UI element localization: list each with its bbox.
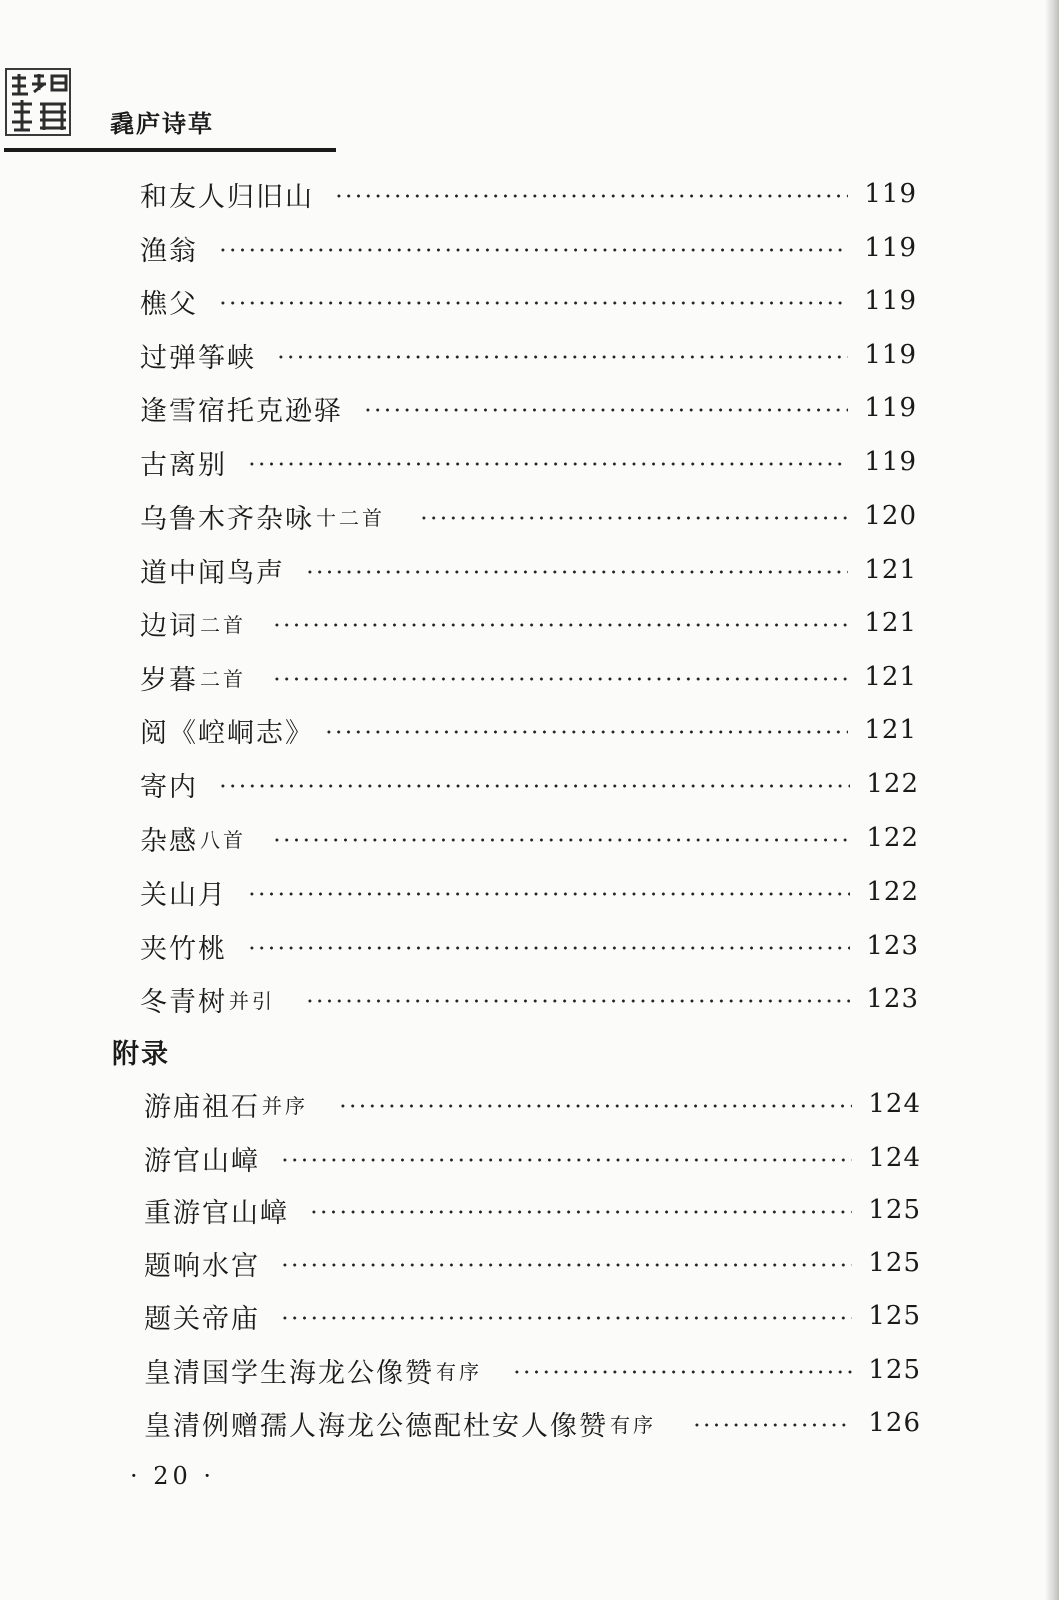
dot-leader: [692, 1423, 852, 1427]
dot-leader: [272, 677, 848, 681]
dot-leader: [280, 1263, 852, 1267]
dot-leader: [247, 892, 850, 896]
dot-leader: [280, 1316, 852, 1320]
dot-leader: [218, 301, 848, 305]
entry-note: 二首: [200, 612, 246, 637]
entry-page: 119: [864, 286, 917, 316]
appendix-entry: [144, 1296, 921, 1336]
toc-entry: [140, 764, 919, 804]
dot-leader: [272, 623, 848, 627]
dot-leader: [512, 1370, 852, 1374]
entry-page: 121: [864, 555, 917, 585]
appendix-entry: [144, 1138, 921, 1178]
toc-entry: [140, 979, 919, 1019]
toc-entry: [140, 603, 917, 643]
toc-entry: [140, 442, 917, 482]
dot-leader: [309, 1210, 852, 1214]
toc-entry: [140, 710, 917, 750]
entry-page: 122: [866, 769, 919, 799]
entry-page: 120: [864, 501, 917, 531]
entry-title: 皇清例赠孺人海龙公德配杜安人像赞: [144, 1410, 608, 1442]
appendix-entry: [144, 1190, 921, 1230]
entry-title: 和友人归旧山: [140, 181, 314, 213]
entry-title: 樵父: [140, 288, 198, 320]
dot-leader: [305, 570, 848, 574]
dot-leader: [276, 355, 848, 359]
entry-note: 十二首: [316, 505, 385, 530]
entry-page: 119: [864, 233, 917, 263]
entry-title: 过弹筝峡: [140, 342, 256, 374]
toc-entry: [140, 496, 917, 536]
entry-page: 124: [868, 1143, 921, 1173]
toc-entry: [140, 872, 919, 912]
entry-page: 125: [868, 1248, 921, 1278]
entry-title: 阅《崆峒志》: [140, 717, 314, 749]
dot-leader: [218, 248, 848, 252]
dot-leader: [218, 784, 850, 788]
appendix-heading: 附录: [112, 1039, 170, 1070]
entry-page: 121: [864, 608, 917, 638]
dot-leader: [247, 946, 850, 950]
entry-page: 124: [868, 1089, 921, 1119]
toc-entry: [140, 281, 917, 321]
toc-entry: [140, 926, 919, 966]
entry-note: 并序: [262, 1093, 308, 1118]
entry-title: 渔翁: [140, 235, 198, 267]
dot-leader: [334, 194, 848, 198]
entry-page: 123: [866, 984, 919, 1014]
entry-title: 游庙祖石: [144, 1091, 260, 1123]
entry-page: 119: [864, 447, 917, 477]
entry-note: 有序: [436, 1359, 482, 1384]
entry-note: 并引: [229, 988, 275, 1013]
entry-page: 125: [868, 1301, 921, 1331]
dot-leader: [272, 838, 850, 842]
entry-title: 逢雪宿托克逊驿: [140, 395, 343, 427]
entry-title: 夹竹桃: [140, 933, 227, 965]
toc-entry: [140, 174, 917, 214]
toc-entry: [140, 657, 917, 697]
dot-leader: [247, 462, 848, 466]
entry-page: 119: [864, 340, 917, 370]
toc-entry: [140, 550, 917, 590]
entry-title: 边词: [140, 610, 198, 642]
entry-title: 杂感: [140, 825, 198, 857]
entry-page: 119: [864, 179, 917, 209]
toc-entry: [140, 388, 917, 428]
dot-leader: [419, 516, 848, 520]
entry-page: 121: [864, 715, 917, 745]
appendix-entry: [144, 1243, 921, 1283]
appendix-entry: [144, 1350, 921, 1390]
entry-title: 古离别: [140, 449, 227, 481]
entry-note: 有序: [610, 1412, 656, 1437]
appendix-entry: [144, 1403, 921, 1443]
entry-title: 寄内: [140, 771, 198, 803]
entry-title: 冬青树: [140, 986, 227, 1018]
entry-title: 题关帝庙: [144, 1303, 260, 1335]
running-header-title: 毳庐诗草: [110, 110, 214, 138]
entry-page: 121: [864, 662, 917, 692]
entry-page: 122: [866, 823, 919, 853]
entry-title: 题响水宫: [144, 1250, 260, 1282]
entry-page: 122: [866, 877, 919, 907]
toc-entry: [140, 228, 917, 268]
entry-note: 八首: [200, 827, 246, 852]
entry-page: 125: [868, 1355, 921, 1385]
entry-title: 重游官山嶂: [144, 1197, 289, 1229]
dot-leader: [363, 408, 848, 412]
toc-entry: [140, 818, 919, 858]
entry-page: 126: [868, 1408, 921, 1438]
dot-leader: [305, 999, 850, 1003]
entry-title: 道中闻鸟声: [140, 557, 285, 589]
entry-page: 119: [864, 393, 917, 423]
entry-page: 123: [866, 931, 919, 961]
entry-title: 乌鲁木齐杂咏: [140, 503, 314, 535]
dot-leader: [324, 730, 848, 734]
entry-title: 皇清国学生海龙公像赞: [144, 1357, 434, 1389]
entry-title: 关山月: [140, 879, 227, 911]
entry-page: 125: [868, 1195, 921, 1225]
appendix-entry: [144, 1084, 921, 1124]
entry-title: 游官山嶂: [144, 1145, 260, 1177]
page-number: · 20 ·: [130, 1462, 216, 1490]
dot-leader: [280, 1158, 852, 1162]
dot-leader: [338, 1104, 852, 1108]
entry-title: 岁暮: [140, 664, 198, 696]
toc-entry: [140, 335, 917, 375]
entry-note: 二首: [200, 666, 246, 691]
